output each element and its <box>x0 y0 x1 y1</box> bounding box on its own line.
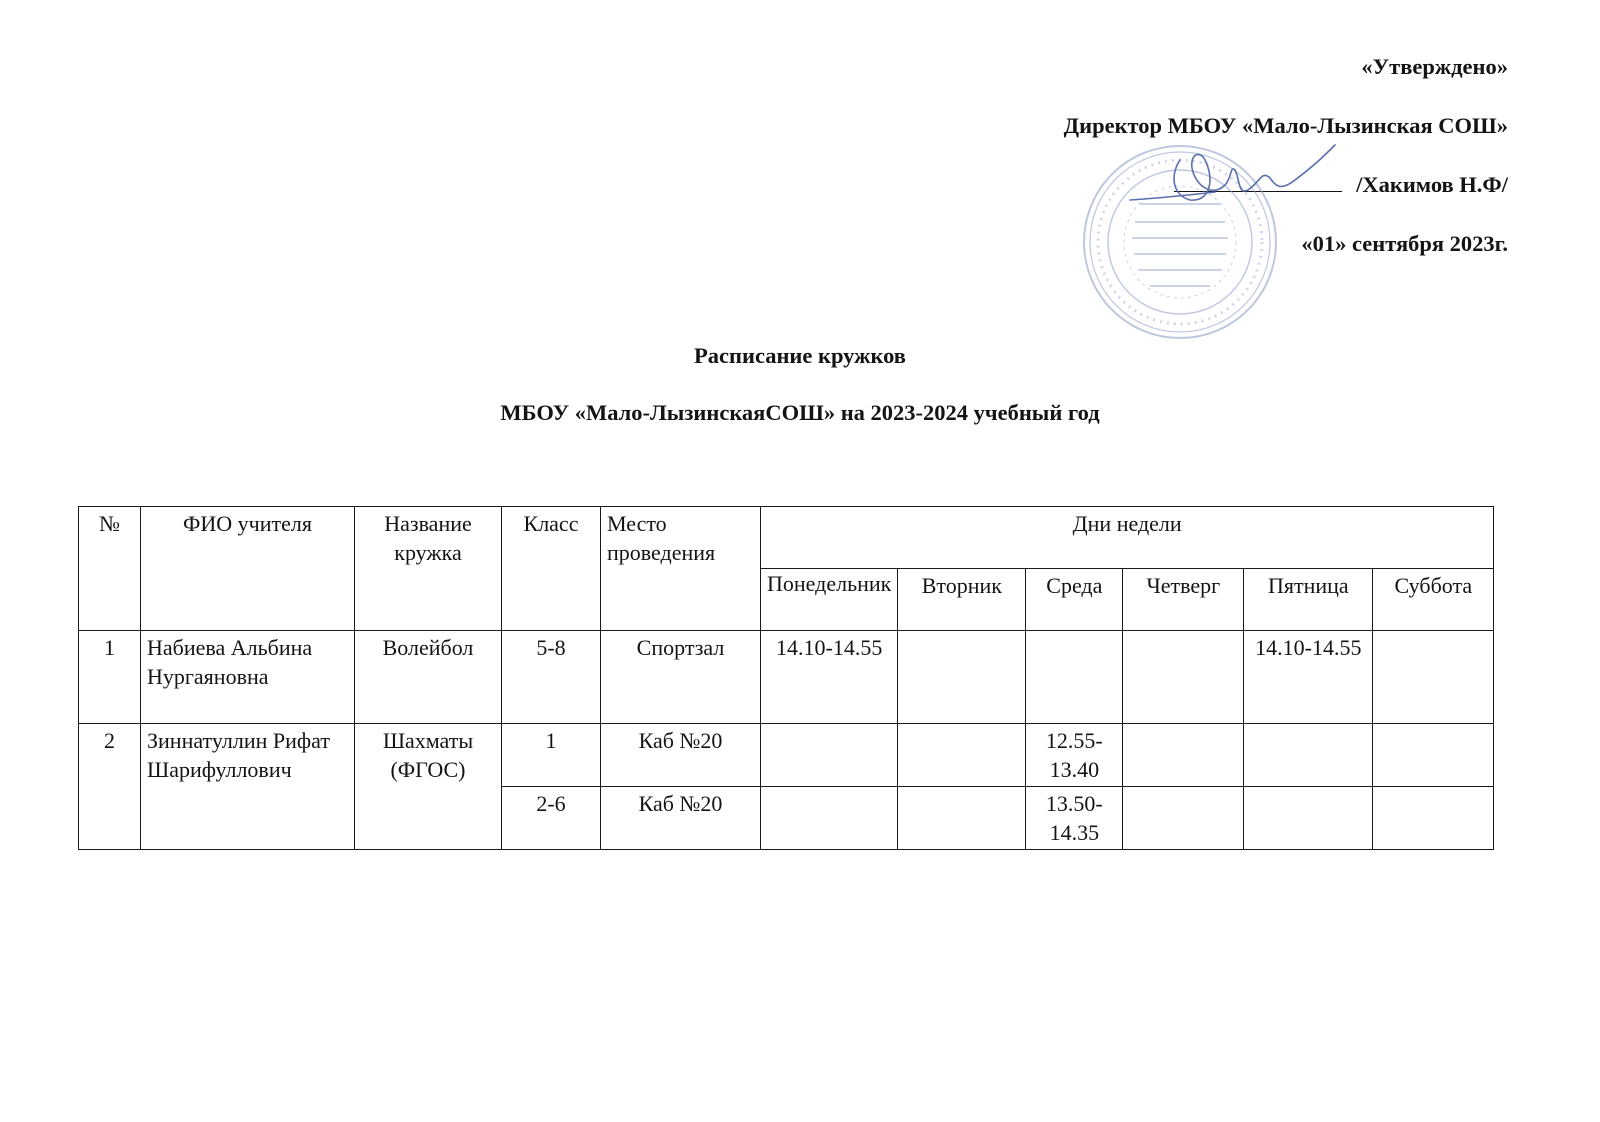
row-tuesday <box>898 787 1026 850</box>
header-class: Класс <box>502 507 601 631</box>
row-place: Спортзал <box>601 631 761 724</box>
day-tuesday: Вторник <box>898 569 1026 631</box>
row-thursday <box>1123 631 1244 724</box>
table-row <box>79 724 1494 787</box>
row-thursday <box>1123 724 1244 787</box>
row-class: 5-8 <box>502 631 601 724</box>
row-friday: 14.10-14.55 <box>1244 631 1373 724</box>
row-class: 2-6 <box>502 787 601 850</box>
day-thursday: Четверг <box>1123 569 1244 631</box>
row-class: 1 <box>502 724 601 787</box>
row-monday <box>761 787 898 850</box>
day-monday: Понедельник <box>761 569 898 631</box>
header-row <box>79 507 1494 569</box>
header-club: Название кружка <box>355 507 502 631</box>
row-saturday <box>1373 787 1494 850</box>
approved-label: «Утверждено» <box>1361 54 1508 79</box>
row-teacher: Набиева Альбина Нургаяновна <box>141 631 355 724</box>
row-saturday <box>1373 631 1494 724</box>
row-wednesday: 13.50-14.35 <box>1026 787 1123 850</box>
row-num: 2 <box>79 724 141 850</box>
director-signature <box>1120 140 1340 215</box>
document-subtitle: МБОУ «Мало-ЛызинскаяСОШ» на 2023-2024 учебный год <box>500 400 1100 425</box>
row-thursday <box>1123 787 1244 850</box>
row-monday <box>761 724 898 787</box>
row-wednesday: 12.55-13.40 <box>1026 724 1123 787</box>
row-teacher: Зиннатуллин Рифат Шарифуллович <box>141 724 355 850</box>
row-friday <box>1244 787 1373 850</box>
schedule-table <box>78 506 1494 850</box>
row-saturday <box>1373 724 1494 787</box>
day-friday: Пятница <box>1244 569 1373 631</box>
row-place: Каб №20 <box>601 787 761 850</box>
day-wednesday: Среда <box>1026 569 1123 631</box>
header-teacher: ФИО учителя <box>141 507 355 631</box>
header-place: Место проведения <box>601 507 761 631</box>
row-club: Волейбол <box>355 631 502 724</box>
day-saturday: Суббота <box>1373 569 1494 631</box>
row-tuesday <box>898 724 1026 787</box>
row-wednesday <box>1026 631 1123 724</box>
header-days: Дни недели <box>761 507 1494 569</box>
row-tuesday <box>898 631 1026 724</box>
row-friday <box>1244 724 1373 787</box>
row-place: Каб №20 <box>601 724 761 787</box>
row-num: 1 <box>79 631 141 724</box>
approval-date: «01» сентября 2023г. <box>1301 231 1508 256</box>
director-name: /Хакимов Н.Ф/ <box>1356 172 1508 197</box>
table-row <box>79 631 1494 724</box>
document-title: Расписание кружков <box>694 343 906 368</box>
row-club: Шахматы (ФГОС) <box>355 724 502 850</box>
director-title: Директор МБОУ «Мало-Лызинская СОШ» <box>1063 113 1508 138</box>
row-monday: 14.10-14.55 <box>761 631 898 724</box>
header-num: № <box>79 507 141 631</box>
